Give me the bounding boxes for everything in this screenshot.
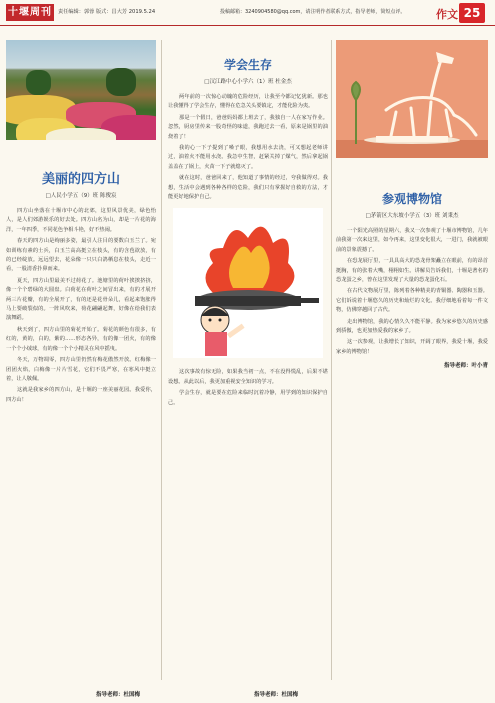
article-byline: □汉江路中心小学六（1）班 杜金杰	[204, 79, 292, 85]
article-museum-visit	[336, 40, 488, 369]
paragraph: 一个阳光高照的星期六，我又一次参观了十堰市博物馆，几年前我第一次来这里，如今再来，这里变化很大，一进门，我就被眼前的景象震撼了。	[336, 228, 488, 253]
article-byline: □人民小学五（9）班 陈俊宸	[45, 193, 117, 199]
paragraph: 夏天，四方山里最美不过荷花了。池塘里的荷叶挨挨挤挤，像一个个碧绿的大圆盘。白荷花在荷叶之间冒出来，有的才展开两三片花瓣，有的全展开了，有的还是花骨朵儿，看起来饱胀得马上要破裂似的。一阵风吹来，荷花翩翩起舞，好像在给我们表演舞蹈。	[6, 277, 156, 322]
paragraph: 四方山坐落在十堰市中心的北郊，这里风景优美，绿色怡人，是人们郊游娱乐的好去处。四方山名为山，却是一片花的海洋，一年四季，不同花色争相斗艳，好不热闹。	[6, 208, 156, 233]
article-beautiful-mountain	[6, 40, 156, 407]
article-byline: □茅箭区大东坡小学五（3）班 刘秉杰	[365, 213, 459, 219]
teacher-credit: 指导老师：杜国梅	[254, 692, 299, 698]
cartoon-illustration	[173, 208, 323, 358]
dinosaur-skeleton-illustration	[336, 40, 488, 158]
paragraph: 冬天，万物凋零，四方山里仍然有梅花傲然开放。红梅像一团团火焰，白梅像一片片雪花，它们不畏严寒，在寒风中挺立着，让人敬佩。	[6, 357, 156, 382]
paragraph: 这次事故有惊无险，如果我当初一点，不在没得慌乱，后果不堪设想。从此以后，我更加重视安全知识的学习。	[168, 369, 328, 385]
paragraph: 学会生存，就是要在危险来临时沉着冷静，用学到的知识保护自己。	[168, 390, 328, 406]
column-divider	[331, 40, 332, 680]
masthead: 十堰周刊	[6, 4, 54, 21]
teacher-credit: 指导老师：杜国梅	[96, 692, 141, 698]
article-title: 参观博物馆	[381, 192, 442, 206]
paragraph: 这一次参观，让我增长了知识，开阔了眼界，我爱十堰，我爱家乡的博物馆！	[336, 339, 488, 355]
paragraph: 这就是我家乡的四方山，是十堰的一座美丽花园。我爱你，四方山！	[6, 387, 156, 403]
paragraph: 在古代文物展厅里，陈列着各种精美的青铜器、陶器和玉器。它们诉说着十堰悠久的历史和灿烂的文化。我仔细地看着每一件文物，仿佛穿越回了古代。	[336, 288, 488, 314]
edition-meta: 责任编辑：郭蓉 版式：昌大芳 2019.5.24	[58, 9, 156, 15]
page-header	[0, 0, 495, 26]
article-learn-survival	[168, 40, 328, 410]
paragraph: 秋天到了，四方山里的菊花开始了。菊花的颜色有很多，有红的，黄的，白的，紫的……形态各异，有的像一团火，有的像一个个小绒球，有的像一个个小精灵在风中摇曳。	[6, 326, 156, 352]
column-divider	[161, 40, 162, 680]
paragraph: 那是一个假日，爸爸妈妈都上班去了，我独自一人在家写作业。忽然，厨房里传来一股奇怪的味道，我跑过去一看，原来是锅里的油烧着了！	[168, 114, 328, 140]
contact-info: 投稿邮箱：3240904580@qq.com，请注明作者联系方式，指导老师，简短点评。	[220, 9, 406, 15]
paragraph: 走出博物馆，我的心情久久不能平静。我为家乡悠久的历史感到骄傲，也更加热爱我的家乡了。	[336, 318, 488, 335]
paragraph: 就在这时，爸爸回来了，他知道了事情的经过，夸我做得对。我想，生活中会遇到各种各样的危险，我们只有掌握好自救的方法，才能更好地保护自己。	[168, 175, 328, 201]
paragraph: 两年前的一次惊心动魄的危险经历，让我至今都记忆犹新。那也让我懂得了学会生存，懂得在危急关头要镇定，才能化险为夷。	[168, 94, 328, 110]
paragraph: 在恐龙展厅里，一具具高大的恐龙骨架矗立在眼前，有的昂首挺胸，有的张着大嘴，栩栩如生。讲解员告诉我们，十堰是著名的恐龙蛋之乡，曾在这里发现了大量的恐龙蛋化石。	[336, 258, 488, 284]
article-title: 美丽的四方山	[41, 172, 120, 187]
garden-photo	[6, 40, 156, 140]
section-title: 作文	[436, 8, 458, 21]
paragraph: 我的心一下子提到了嗓子眼，我想用水去浇，可又想起老师讲过，油着火不能用水浇。我急中生智，赶紧关掉了煤气，然后拿起锅盖盖在了锅上，火苗一下子就熄灭了。	[168, 145, 328, 170]
teacher-credit: 指导老师：叶小青	[443, 363, 488, 370]
page-number: 25	[459, 3, 485, 23]
paragraph: 春天的四方山是绚丽多姿，最引人注目的要数白玉兰了。宛如训练有素的士兵，白玉兰高高挺立在枝头，有的含苞欲放，有的已经绽放。远远望去，花朵像一只只白鸽栖息在枝头，走近一看，一股清香扑鼻而来。	[6, 238, 156, 273]
article-title: 学会生存	[223, 58, 272, 72]
